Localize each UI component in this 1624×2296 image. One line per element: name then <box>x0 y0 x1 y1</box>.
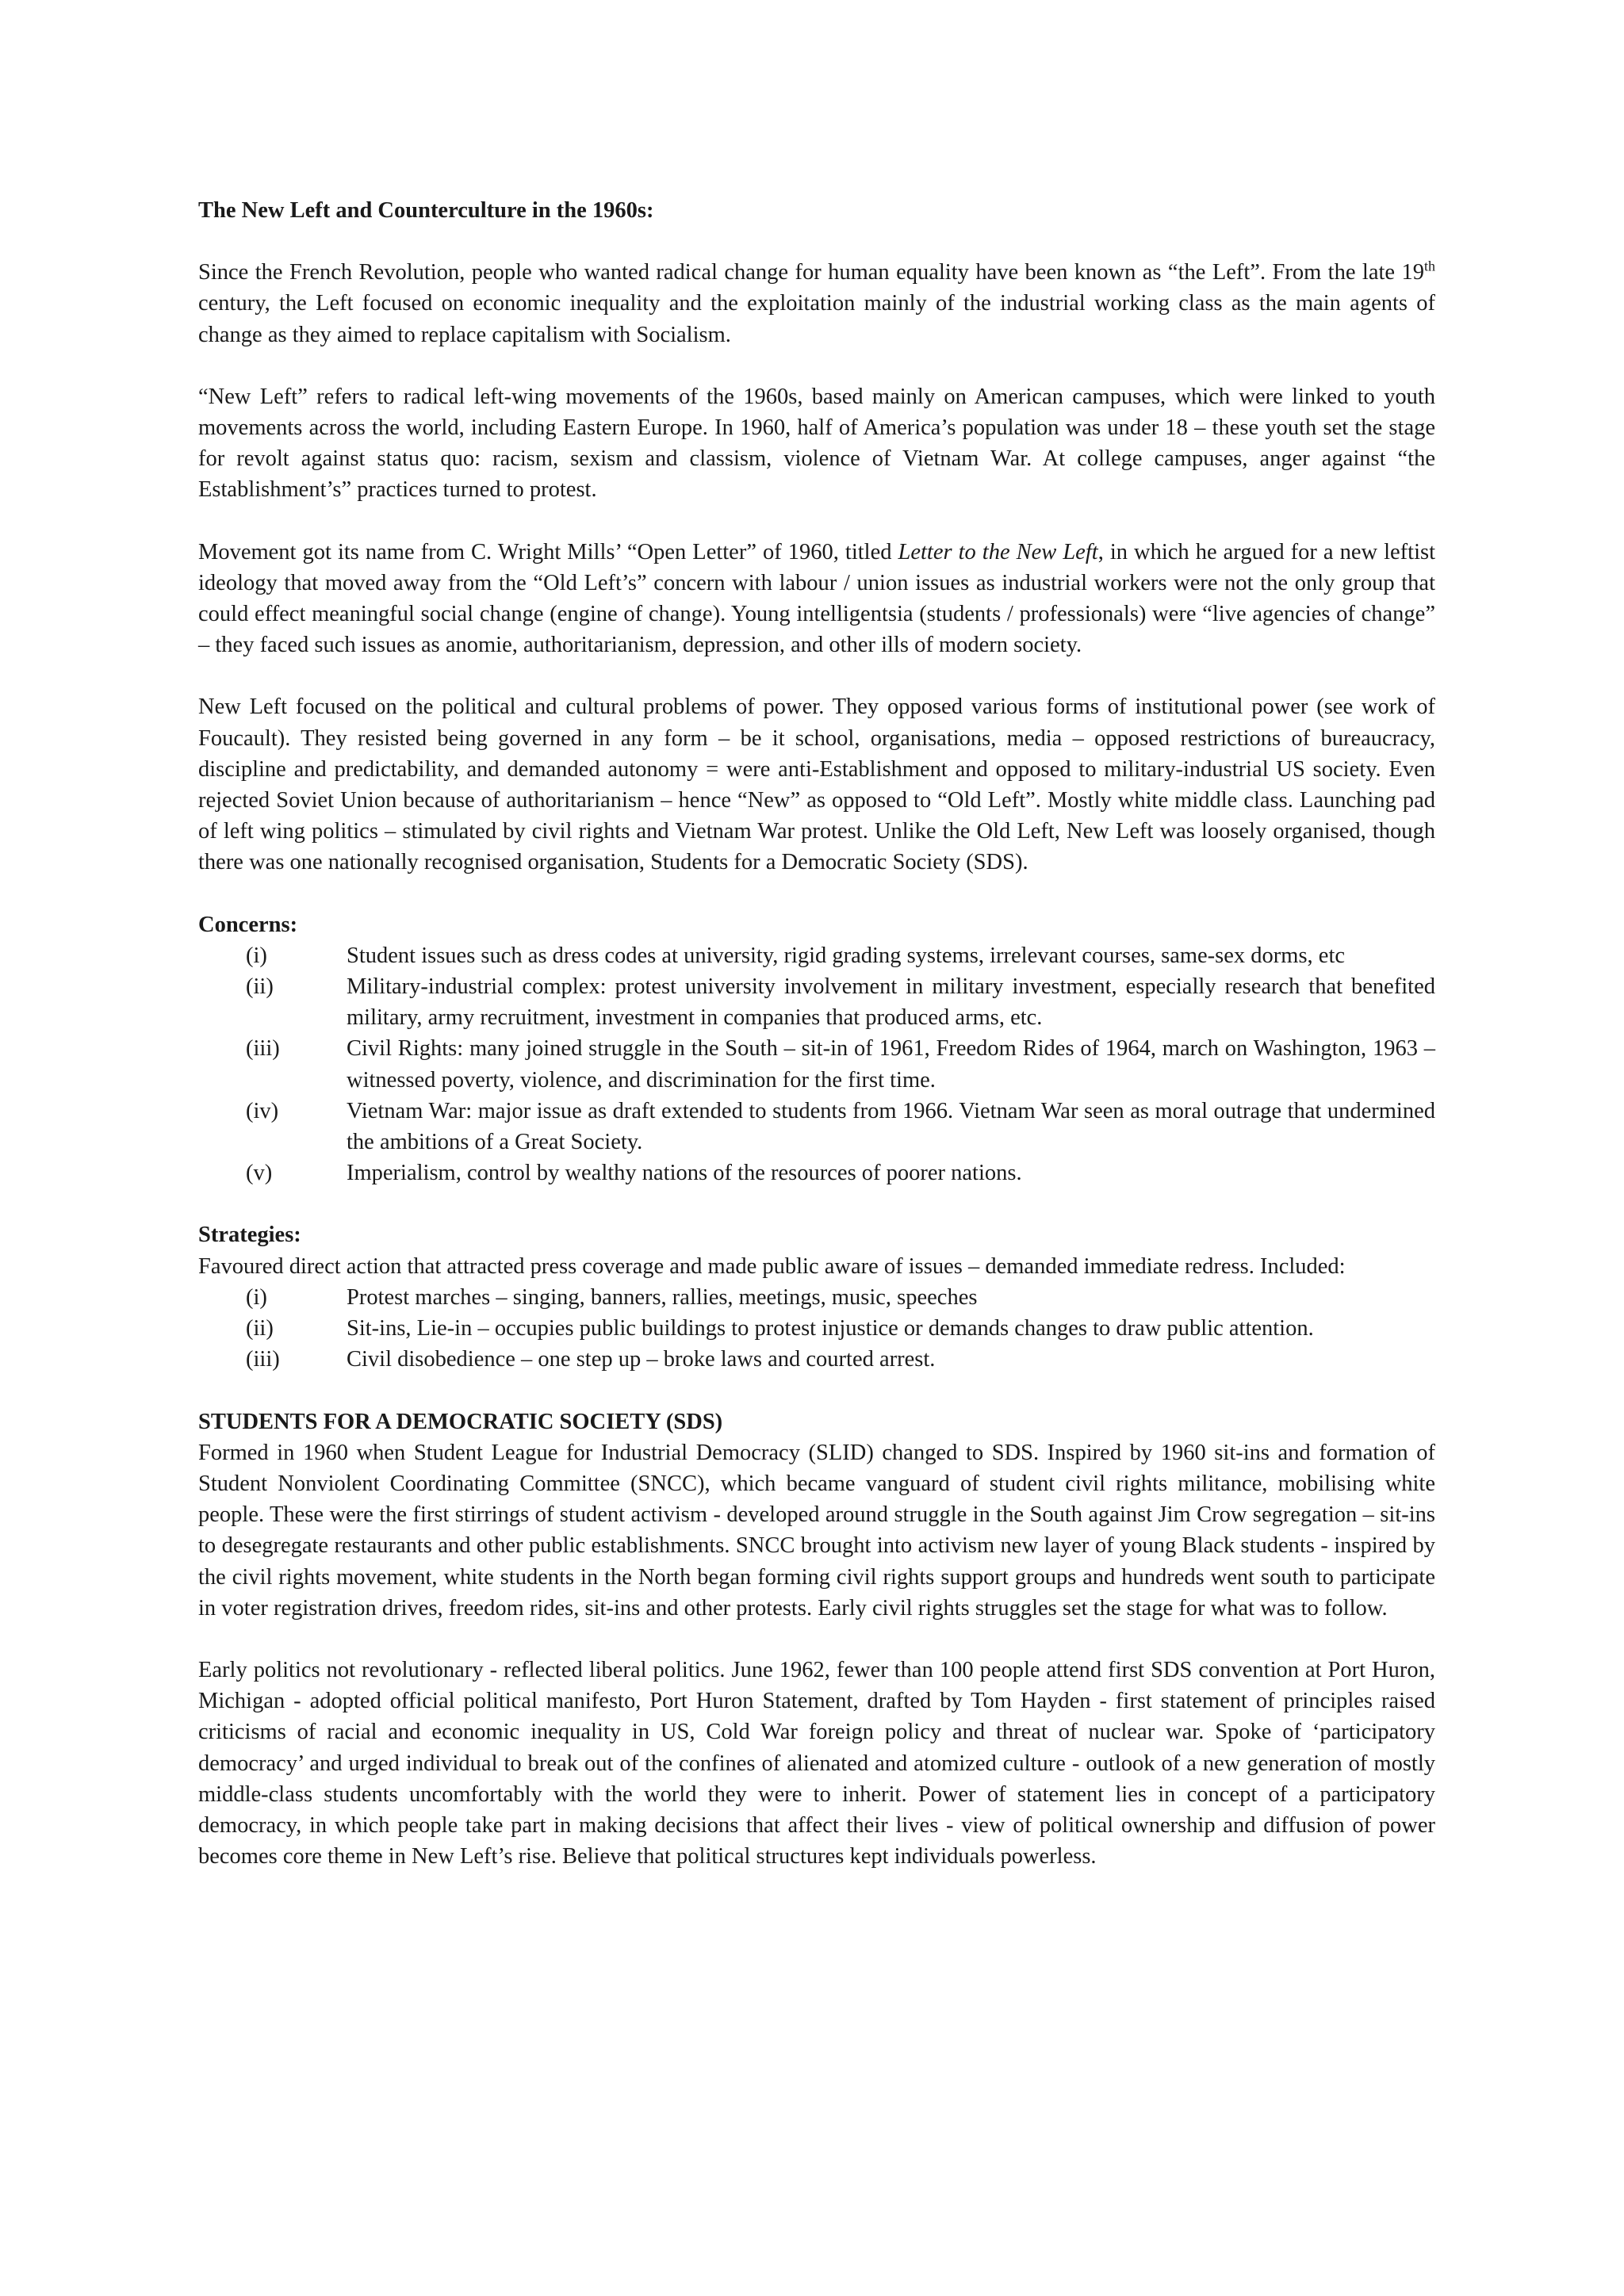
sds-heading: STUDENTS FOR A DEMOCRATIC SOCIETY (SDS) <box>198 1409 723 1434</box>
list-number: (iii) <box>246 1347 280 1372</box>
origin-text-part-1: Movement got its name from C. Wright Mills’ “Open Letter” of 1960, titled <box>198 539 898 564</box>
sds-politics-paragraph: Early politics not revolutionary - reflected liberal politics. June 1962, fewer than 100 people attend first SDS convention at Port Huron, Michigan - adopted official political manifesto, Port Huron Statement, drafted by Tom Hayden - first statement of principles raised criticisms of racial and economic inequality in US, Cold War foreign policy and threat of nuclear war. Spoke of ‘participatory democracy’ and urged individual to break out of the confines of alienated and atomized culture - outlook of a new generation of mostly middle-class students uncomfortably with the world they were to inherit. Power of statement lies in concept of a participatory democracy, in which people take part in making decisions that affect their lives - view of political ownership and diffusion of power becomes core theme in New Left’s rise. Believe that political structures kept individuals powerless. <box>198 1657 1435 1869</box>
list-number: (iii) <box>246 1036 280 1062</box>
strategies-list <box>198 1282 1435 1376</box>
strategies-heading: Strategies: <box>198 1223 301 1248</box>
origin-paragraph <box>198 537 1435 661</box>
new-left-definition-paragraph: “New Left” refers to radical left-wing movements of the 1960s, based mainly on American campuses, which were linked to youth movements across the world, including Eastern Europe. In 1960, half of America’s population was under 18 – these youth set the stage for revolt against status quo: racism, sexism and classism, violence of Vietnam War. At college campuses, anger against “the Establishment’s” practices turned to protest. <box>198 384 1435 503</box>
list-number: (i) <box>246 1284 267 1310</box>
list-number: (iv) <box>246 1098 279 1123</box>
list-item <box>198 971 1435 1033</box>
intro-text-part-2: century, the Left focused on economic inequality and the exploitation mainly of the industrial working class as the main agents of change as they aimed to replace capitalism with Socialism. <box>198 291 1435 347</box>
list-item <box>198 1033 1435 1095</box>
concerns-list <box>198 940 1435 1189</box>
list-number: (ii) <box>246 974 274 1000</box>
list-text: Protest marches – singing, banners, rallies, meetings, music, speeches <box>347 1284 978 1310</box>
list-item <box>198 1282 1435 1313</box>
list-item <box>198 1313 1435 1344</box>
strategies-intro: Favoured direct action that attracted press coverage and made public aware of issues – demanded immediate redress. Included: <box>198 1253 1346 1279</box>
list-number: (ii) <box>246 1316 274 1341</box>
list-text: Imperialism, control by wealthy nations of the resources of poorer nations. <box>347 1161 1022 1186</box>
list-text: Vietnam War: major issue as draft extended to students from 1966. Vietnam War seen as moral outrage that undermined the ambitions of a Great Society. <box>347 1098 1435 1155</box>
intro-paragraph <box>198 257 1435 350</box>
document-page <box>198 195 1435 1872</box>
concerns-heading: Concerns: <box>198 912 298 937</box>
document-title: The New Left and Counterculture in the 1960s: <box>198 198 654 223</box>
list-item <box>198 1096 1435 1158</box>
list-text: Student issues such as dress codes at university, rigid grading systems, irrelevant courses, same-sex dorms, etc <box>347 943 1346 968</box>
list-text: Civil Rights: many joined struggle in the South – sit-in of 1961, Freedom Rides of 1964, march on Washington, 1963 – witnessed poverty, violence, and discrimination for the first time. <box>347 1036 1435 1093</box>
list-item <box>198 1158 1435 1188</box>
sds-formation-paragraph: Formed in 1960 when Student League for Industrial Democracy (SLID) changed to SDS. Inspired by 1960 sit-ins and formation of Student Nonviolent Coordinating Committee (SNCC), which became vanguard of student civil rights militance, mobilising white people. These were the first stirrings of student activism - developed around struggle in the South against Jim Crow segregation – sit-ins to desegregate restaurants and other public establishments. SNCC brought into activism new layer of young Black students - inspired by the civil rights movement, white students in the North began forming civil rights support groups and hundreds went south to participate in voter registration drives, freedom rides, sit-ins and other protests. Early civil rights struggles set the stage for what was to follow. <box>198 1440 1435 1621</box>
origin-text-part-2: , in which he argued for a new leftist ideology that moved away from the “Old Left’s” concern with labour / union issues as industrial workers were not the only group that could effect meaningful social change (engine of change). Young intelligentsia (students / professionals) were “live agencies of change” – they faced such issues as anomie, authoritarianism, depression, and other ills of modern society. <box>198 539 1436 658</box>
list-item <box>198 1344 1435 1375</box>
intro-text-part-1: Since the French Revolution, people who wanted radical change for human equality have been known as “the Left”. From the late 19 <box>198 260 1424 285</box>
list-number: (i) <box>246 943 267 968</box>
list-item <box>198 940 1435 971</box>
list-text: Civil disobedience – one step up – broke laws and courted arrest. <box>347 1347 936 1372</box>
power-paragraph: New Left focused on the political and cultural problems of power. They opposed various forms of institutional power (see work of Foucault). They resisted being governed in any form – be it school, organisations, media – opposed restrictions of bureaucracy, discipline and predictability, and demanded autonomy = were anti-Establishment and opposed to military-industrial US society. Even rejected Soviet Union because of authoritarianism – hence “New” as opposed to “Old Left”. Mostly white middle class. Launching pad of left wing politics – stimulated by civil rights and Vietnam War protest. Unlike the Old Left, New Left was loosely organised, though there was one nationally recognised organisation, Students for a Democratic Society (SDS). <box>198 695 1435 875</box>
list-text: Sit-ins, Lie-in – occupies public buildings to protest injustice or demands changes to draw public attention. <box>347 1316 1314 1341</box>
letter-title-italic: Letter to the New Left <box>898 539 1098 564</box>
list-text: Military-industrial complex: protest university involvement in military investment, especially research that benefited military, army recruitment, investment in companies that produced arms, etc. <box>347 974 1435 1031</box>
superscript-th: th <box>1423 258 1435 274</box>
list-number: (v) <box>246 1161 273 1186</box>
